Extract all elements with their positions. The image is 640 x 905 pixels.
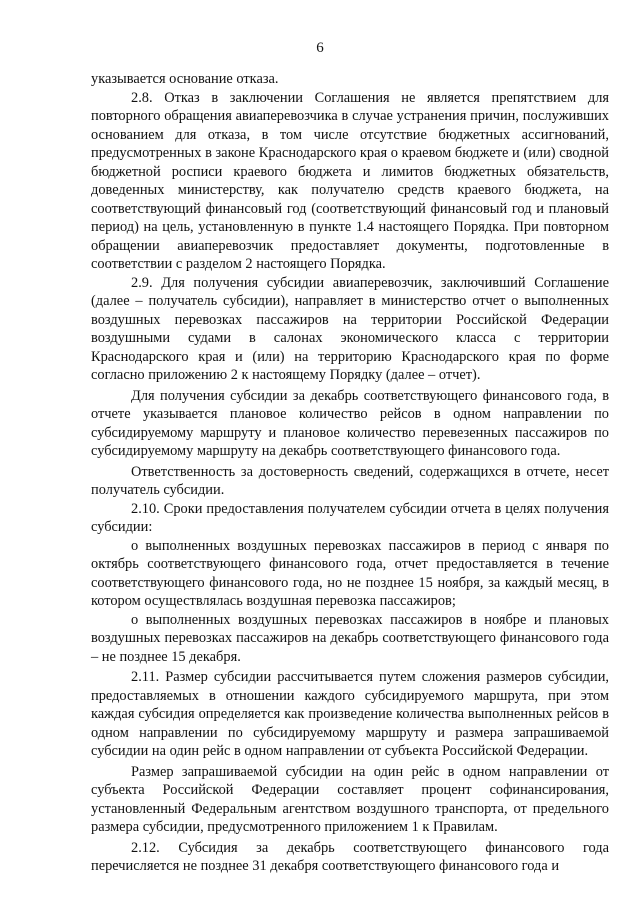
paragraph-2-10-item-2: о выполненных воздушных перевозках пассажиров в ноябре и плановых воздушных перевозках пассажиров на декабрь соответствующего финансового года – не позднее 15 декабря.: [91, 611, 609, 665]
paragraph-2-12: 2.12. Субсидия за декабрь соответствующего финансового года перечисляется не позднее 31 декабря соответствующего финансового года и: [91, 839, 609, 874]
paragraph-2-9: 2.9. Для получения субсидии авиаперевозчик, заключивший Соглашение (далее – получатель субсидии), направляет в министерство отчет о выполненных воздушных перевозках пассажиров на территории Российской Федерации воздушными судами в салонах экономического класса с территории Краснодарского края и (или) на территорию Краснодарского края по форме согласно приложению 2 к настоящему Порядку (далее – отчет).: [91, 274, 609, 383]
paragraph-refusal-basis-end: указывается основание отказа.: [91, 71, 279, 87]
paragraph-2-11: 2.11. Размер субсидии рассчитывается путем сложения размеров субсидии, предоставляемых в отношении каждого субсидируемого маршрута, при этом каждая субсидия определяется как произведение количества выполненных рейсов в одном направлении по субсидируемому маршруту и размера запрашиваемой субсидии на один рейс в одном направлении от субъекта Российской Федерации.: [91, 669, 609, 759]
paragraph-2-8: 2.8. Отказ в заключении Соглашения не является препятствием для повторного обращения авиаперевозчика в случае устранения причин, послуживших основанием для отказа, в том числе отсутствие бюджетных ассигнований, предусмотренных в законе Краснодарского края о краевом бюджете и (или) сводной бюджетной росписи краевого бюджета и лимитов бюджетных обязательств, доведенных министерству, как получателю средств краевого бюджета, на соответствующий финансовый год (соответствующий финансовый год и плановый период) на цель, установленную в пункте 1.4 настоящего Порядка. При повторном обращении авиаперевозчик предоставляет документы, подготовленные в соответствии с разделом 2 настоящего Порядка.: [91, 89, 609, 272]
paragraph-responsibility: Ответственность за достоверность сведений, содержащихся в отчете, несет получатель субсидии.: [91, 463, 609, 498]
paragraph-2-10: 2.10. Сроки предоставления получателем субсидии отчета в целях получения субсидии:: [91, 500, 609, 535]
paragraph-subsidy-per-flight: Размер запрашиваемой субсидии на один рейс в одном направлении от субъекта Российской Федерации составляет процент софинансирования, установленный Федеральным агентством воздушного транспорта, от предельного размера субсидии, предусмотренного приложением 1 к Правилам.: [91, 763, 609, 835]
paragraph-december-subsidy: Для получения субсидии за декабрь соответствующего финансового года, в отчете указывается плановое количество рейсов в одном направлении по субсидируемому маршруту и плановое количество перевезенных пассажиров по субсидируемому маршруту на декабрь соответствующего финансового года.: [91, 387, 609, 459]
document-body: [91, 70, 609, 876]
page-number: 6: [316, 40, 324, 56]
paragraph-2-10-item-1: о выполненных воздушных перевозках пассажиров в период с января по октябрь соответствующего финансового года, отчет предоставляется в течение соответствующего финансового года, но не позднее 15 ноября, за каждый месяц, в котором осуществлялась воздушная перевозка пассажиров;: [91, 537, 609, 609]
